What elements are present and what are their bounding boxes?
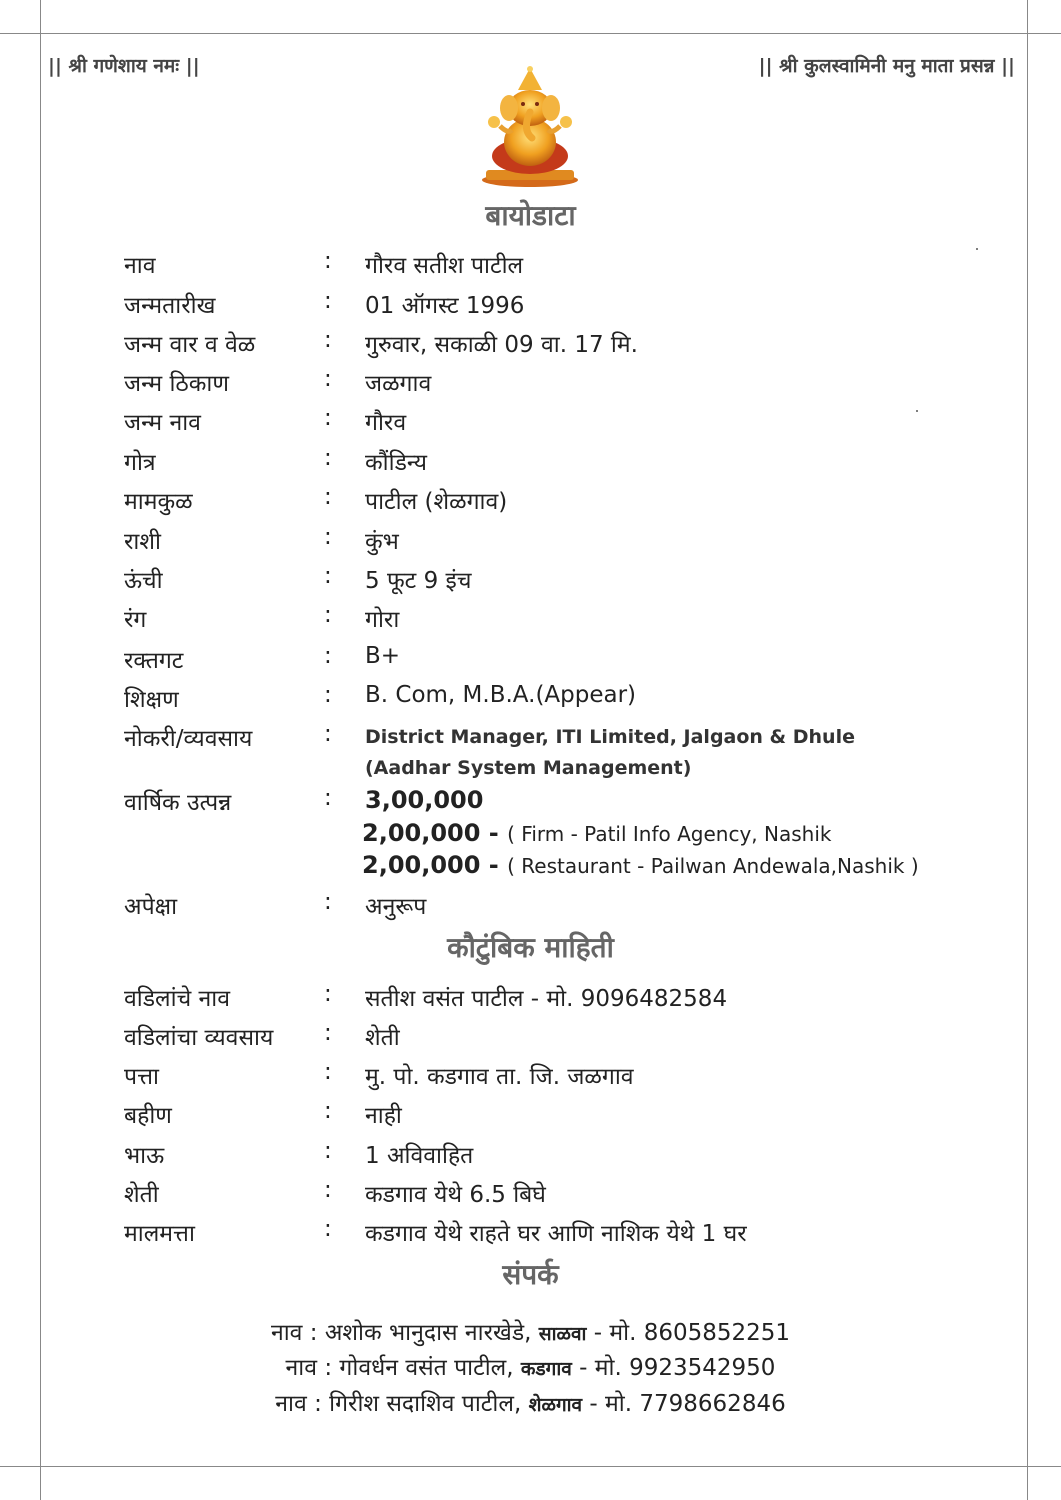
field-label: जन्म ठिकाण [124,371,230,397]
contact-line [0,1315,1061,1347]
field-value: जळगाव [365,371,432,397]
stray-dot [976,248,978,250]
field-label: मामकुळ [124,489,193,515]
contact-phone: - मो. 7798662846 [582,1391,786,1417]
field-value: गौरव [365,410,407,436]
field-label: वडिलांचे नाव [124,986,231,1012]
field-label: ऊंची [124,568,163,594]
colon: : [324,682,332,708]
colon: : [324,1216,332,1242]
income-item [362,851,919,879]
contact-name: नाव : गिरीश सदाशिव पाटील, [275,1391,529,1417]
colon: : [324,785,332,811]
field-label: वार्षिक उत्पन्न [124,790,232,816]
header-left-invocation: || श्री गणेशाय नमः || [48,55,200,77]
field-label: पत्ता [124,1064,159,1090]
field-value: 01 ऑगस्ट 1996 [365,293,525,319]
contact-title: संपर्क [502,1258,559,1291]
income-total: 3,00,000 [365,786,484,814]
field-label: जन्मतारीख [124,293,216,319]
field-label: गोत्र [124,450,156,476]
income-item [362,819,831,847]
contact-place: साळवा [538,1323,587,1345]
field-label: मालमत्ता [124,1221,195,1247]
colon: : [324,327,332,353]
field-value: कुंभ [365,529,399,555]
contact-line [0,1386,1061,1418]
field-label: जन्म वार व वेळ [124,332,256,358]
field-value: B+ [365,643,401,669]
field-value: मु. पो. कडगाव ता. जि. जळगाव [365,1064,634,1090]
header-right-invocation: || श्री कुलस्वामिनी मनु माता प्रसन्न || [758,55,1015,77]
field-value: 5 फूट 9 इंच [365,568,472,594]
colon: : [324,405,332,431]
ganesha-idol-icon [478,64,582,188]
field-label: नोकरी/व्यवसाय [124,726,253,752]
field-value: कडगाव येथे राहते घर आणि नाशिक येथे 1 घर [365,1221,747,1247]
field-label: जन्म नाव [124,410,201,436]
colon: : [324,288,332,314]
contact-phone: - मो. 8605852251 [586,1320,791,1346]
colon: : [324,1177,332,1203]
field-value: पाटील (शेळगाव) [365,489,508,515]
field-label: नाव [124,253,156,279]
colon: : [324,981,332,1007]
field-label: शिक्षण [124,687,179,713]
field-value: गुरुवार, सकाळी 09 वा. 17 मि. [365,332,638,358]
field-value: गोरा [365,607,400,633]
field-label: भाऊ [124,1143,165,1169]
field-label: रक्तगट [124,648,184,674]
field-value: सतीश वसंत पाटील - मो. 9096482584 [365,986,728,1012]
colon: : [324,524,332,550]
colon: : [324,643,332,669]
colon: : [324,445,332,471]
biodata-title: बायोडाटा [485,199,576,232]
contact-phone: - मो. 9923542950 [571,1355,776,1381]
field-value: कौंडिन्य [365,450,428,476]
colon: : [324,889,332,915]
income-desc: ( Restaurant - Pailwan Andewala,Nashik ) [507,854,919,878]
family-info-title: कौटुंबिक माहिती [447,931,614,964]
contact-place: कडगाव [520,1358,572,1380]
top-margin-line [0,33,1061,34]
colon: : [324,484,332,510]
income-amount: 2,00,000 - [362,819,508,847]
field-label: शेती [124,1182,159,1208]
contact-line [0,1350,1061,1382]
job-line-2: (Aadhar System Management) [365,757,692,779]
field-value: शेती [365,1025,400,1051]
colon: : [324,1098,332,1124]
field-label: वडिलांचा व्यवसाय [124,1025,274,1051]
colon: : [324,721,332,747]
colon: : [324,366,332,392]
field-value: कडगाव येथे 6.5 बिघे [365,1182,546,1208]
field-label: अपेक्षा [124,894,178,920]
colon: : [324,248,332,274]
colon: : [324,563,332,589]
field-value: B. Com, M.B.A.(Appear) [365,682,637,708]
contact-place: शेळगाव [528,1394,583,1416]
contact-name: नाव : अशोक भानुदास नारखेडे, [270,1320,539,1346]
stray-dot [916,410,918,412]
field-value: नाही [365,1103,402,1129]
contact-name: नाव : गोवर्धन वसंत पाटील, [285,1355,521,1381]
field-label: रंग [124,607,147,633]
field-label: बहीण [124,1103,172,1129]
colon: : [324,1020,332,1046]
colon: : [324,602,332,628]
colon: : [324,1138,332,1164]
field-value: अनुरूप [365,894,427,920]
field-value: गौरव सतीश पाटील [365,253,524,279]
bottom-margin-line [0,1466,1061,1467]
field-value: 1 अविवाहित [365,1143,474,1169]
job-line-1: District Manager, ITI Limited, Jalgaon & Dhule [365,726,855,748]
income-amount: 2,00,000 - [362,851,508,879]
colon: : [324,1059,332,1085]
income-desc: ( Firm - Patil Info Agency, Nashik [507,822,832,846]
field-label: राशी [124,529,161,555]
